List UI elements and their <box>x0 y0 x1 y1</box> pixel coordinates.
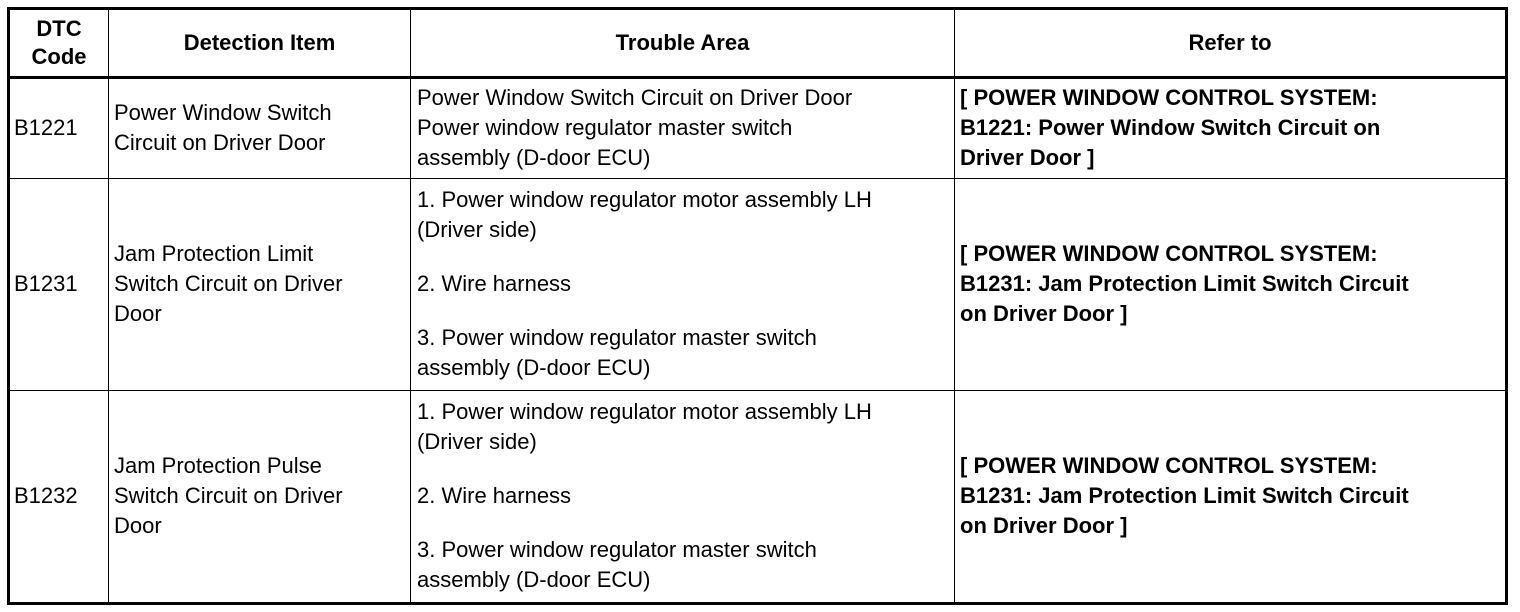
table-row <box>9 390 1507 603</box>
trouble-line: 3. Power window regulator master switch <box>417 537 817 563</box>
detection-line: Jam Protection Pulse <box>114 453 322 479</box>
detection-item-cell <box>109 178 411 390</box>
refer-line: Driver Door ] <box>960 145 1095 171</box>
detection-line: Door <box>114 301 162 327</box>
refer-line: B1221: Power Window Switch Circuit on <box>960 115 1381 141</box>
dtc-table <box>7 7 1508 605</box>
header-detection-item: Detection Item <box>109 9 411 78</box>
trouble-line: assembly (D-door ECU) <box>417 567 651 593</box>
dtc-code-cell: B1232 <box>9 390 109 603</box>
detection-line: Circuit on Driver Door <box>114 130 326 156</box>
header-dtc-code-line1: DTC <box>36 16 82 41</box>
detection-line: Switch Circuit on Driver <box>114 483 343 509</box>
detection-item-cell <box>109 390 411 603</box>
paragraph-gap <box>417 299 949 323</box>
refer-line: [ POWER WINDOW CONTROL SYSTEM: <box>960 241 1378 267</box>
refer-line: B1231: Jam Protection Limit Switch Circuit <box>960 483 1409 509</box>
trouble-area-cell <box>411 178 955 390</box>
table-row <box>9 78 1507 179</box>
trouble-line: 2. Wire harness <box>417 483 572 509</box>
paragraph-gap <box>417 245 949 269</box>
refer-line: on Driver Door ] <box>960 301 1128 327</box>
trouble-line: 2. Wire harness <box>417 271 572 297</box>
trouble-line: 3. Power window regulator master switch <box>417 325 817 351</box>
refer-to-cell <box>955 78 1507 179</box>
trouble-line: 1. Power window regulator motor assembly LH <box>417 399 872 425</box>
paragraph-gap <box>417 457 949 481</box>
trouble-line: Power window regulator master switch <box>417 115 793 141</box>
trouble-line: Power Window Switch Circuit on Driver Door <box>417 85 853 111</box>
refer-line: B1231: Jam Protection Limit Switch Circuit <box>960 271 1409 297</box>
detection-line: Door <box>114 513 162 539</box>
header-dtc-code-line2: Code <box>31 44 87 69</box>
header-row <box>9 9 1507 78</box>
trouble-line: 1. Power window regulator motor assembly LH <box>417 187 872 213</box>
trouble-line: (Driver side) <box>417 217 537 243</box>
header-trouble-area: Trouble Area <box>411 9 955 78</box>
trouble-line: assembly (D-door ECU) <box>417 145 651 171</box>
trouble-area-cell <box>411 78 955 179</box>
header-refer-to: Refer to <box>955 9 1507 78</box>
refer-line: on Driver Door ] <box>960 513 1128 539</box>
detection-line: Jam Protection Limit <box>114 241 314 267</box>
dtc-code-cell: B1221 <box>9 78 109 179</box>
refer-line: [ POWER WINDOW CONTROL SYSTEM: <box>960 85 1378 111</box>
detection-line: Power Window Switch <box>114 100 332 126</box>
header-dtc-code <box>9 9 109 78</box>
trouble-line: assembly (D-door ECU) <box>417 355 651 381</box>
trouble-line: (Driver side) <box>417 429 537 455</box>
detection-line: Switch Circuit on Driver <box>114 271 343 297</box>
trouble-area-cell <box>411 390 955 603</box>
paragraph-gap <box>417 511 949 535</box>
dtc-code-cell: B1231 <box>9 178 109 390</box>
table-row <box>9 178 1507 390</box>
refer-line: [ POWER WINDOW CONTROL SYSTEM: <box>960 453 1378 479</box>
refer-to-cell <box>955 178 1507 390</box>
refer-to-cell <box>955 390 1507 603</box>
detection-item-cell <box>109 78 411 179</box>
